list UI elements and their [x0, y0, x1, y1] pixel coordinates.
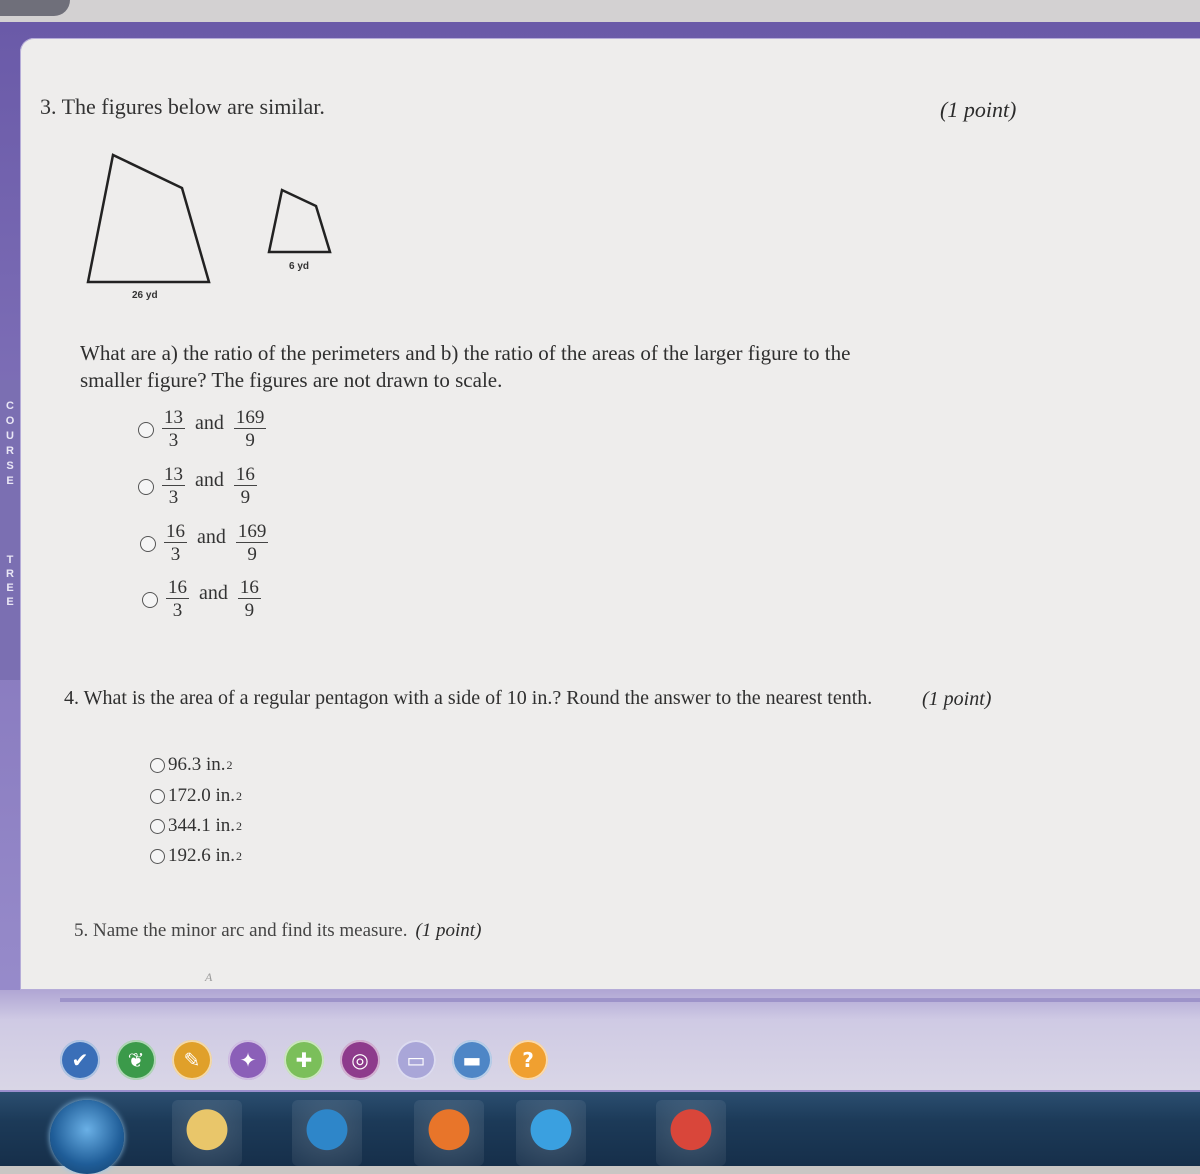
windows-taskbar — [0, 1092, 1200, 1166]
large-figure-label: 26 yd — [132, 290, 158, 301]
question-4-points: (1 point) — [922, 688, 992, 710]
question-3-title: 3. The figures below are similar. — [40, 94, 325, 119]
folder-icon[interactable]: ▬ — [452, 1040, 492, 1080]
side-tab-letter: S — [6, 460, 14, 472]
question-3-figures — [80, 145, 350, 315]
window-corner — [0, 0, 70, 16]
side-tab-letter: C — [6, 400, 14, 412]
q3-option-4[interactable] — [142, 578, 263, 621]
side-tab-letter: O — [5, 415, 15, 427]
side-tab-letter: E — [6, 475, 14, 487]
media-player-icon[interactable] — [292, 1100, 362, 1166]
radio-button[interactable] — [142, 592, 158, 608]
calculator-icon[interactable]: ✚ — [284, 1040, 324, 1080]
radio-button[interactable] — [150, 758, 165, 773]
q4-option-4[interactable]: 192.6 in. 2 — [150, 845, 242, 867]
q4-option-2[interactable]: 172.0 in. 2 — [150, 785, 242, 807]
leaf-icon[interactable]: ❦ — [116, 1040, 156, 1080]
question-5-figure-label: A — [205, 970, 213, 984]
fraction-a: $\frac{16}{3}$ — [168, 577, 187, 621]
q3-option-2[interactable] — [138, 465, 259, 508]
fraction-a: $\frac{13}{3}$ — [164, 407, 183, 451]
fraction-b: $\frac{16}{9}$ — [239, 577, 259, 621]
paint-icon[interactable]: ✎ — [172, 1040, 212, 1080]
q4-option-3[interactable]: 344.1 in. 2 — [150, 815, 242, 837]
side-tab-letter: E — [6, 596, 14, 608]
radio-button[interactable] — [150, 819, 165, 834]
radio-button[interactable] — [150, 789, 165, 804]
notes-icon[interactable]: ▭ — [396, 1040, 436, 1080]
and-word: and — [195, 469, 224, 491]
q3-option-3[interactable] — [140, 522, 270, 565]
help-icon[interactable]: ? — [508, 1040, 548, 1080]
question-3-points: (1 point) — [940, 97, 1017, 122]
question-5-title: 5. Name the minor arc and find its measure. — [74, 920, 408, 941]
fraction-a: $\frac{16}{3}$ — [166, 521, 185, 565]
and-word: and — [199, 582, 228, 604]
side-tab-letter: E — [6, 582, 14, 594]
side-tab-letter: R — [6, 445, 14, 457]
checkmark-icon[interactable]: ✔ — [60, 1040, 100, 1080]
side-tab-letter: T — [6, 554, 14, 566]
small-figure-label: 6 yd — [289, 261, 310, 272]
question-5-points: (1 point) — [415, 920, 482, 941]
pin-icon[interactable]: ✦ — [228, 1040, 268, 1080]
start-button[interactable] — [50, 1100, 124, 1174]
q3-option-1[interactable] — [138, 408, 268, 451]
question-4-title: 4. What is the area of a regular pentagon with a side of 10 in.? Round the answer to the nearest tenth. — [64, 687, 873, 709]
firefox-icon[interactable] — [414, 1100, 484, 1166]
fraction-a: $\frac{13}{3}$ — [164, 464, 183, 508]
fraction-b: $\frac{169}{9}$ — [237, 521, 267, 565]
and-word: and — [195, 412, 224, 434]
question-3-prompt: What are a) the ratio of the perimeters and b) the ratio of the areas of the larger figure to the smaller figure? The figures are not drawn to scale. — [80, 341, 851, 392]
radio-button[interactable] — [138, 479, 154, 495]
side-tab-letter: U — [6, 430, 14, 442]
question-5 — [74, 920, 481, 942]
quiz-toolbar — [60, 1040, 548, 1090]
fraction-b: $\frac{169}{9}$ — [235, 407, 265, 451]
small-quadrilateral — [269, 190, 330, 252]
chrome-icon[interactable] — [656, 1100, 726, 1166]
internet-explorer-icon[interactable] — [516, 1100, 586, 1166]
radio-button[interactable] — [140, 536, 156, 552]
q4-option-1[interactable]: 96.3 in. 2 — [150, 754, 233, 776]
radio-button[interactable] — [150, 849, 165, 864]
fraction-b: $\frac{16}{9}$ — [235, 464, 255, 508]
divider — [60, 998, 1200, 1002]
side-tab-letter: R — [6, 568, 14, 580]
large-quadrilateral — [88, 155, 209, 282]
file-explorer-icon[interactable] — [172, 1100, 242, 1166]
and-word: and — [197, 526, 226, 548]
target-icon[interactable]: ◎ — [340, 1040, 380, 1080]
radio-button[interactable] — [138, 422, 154, 438]
